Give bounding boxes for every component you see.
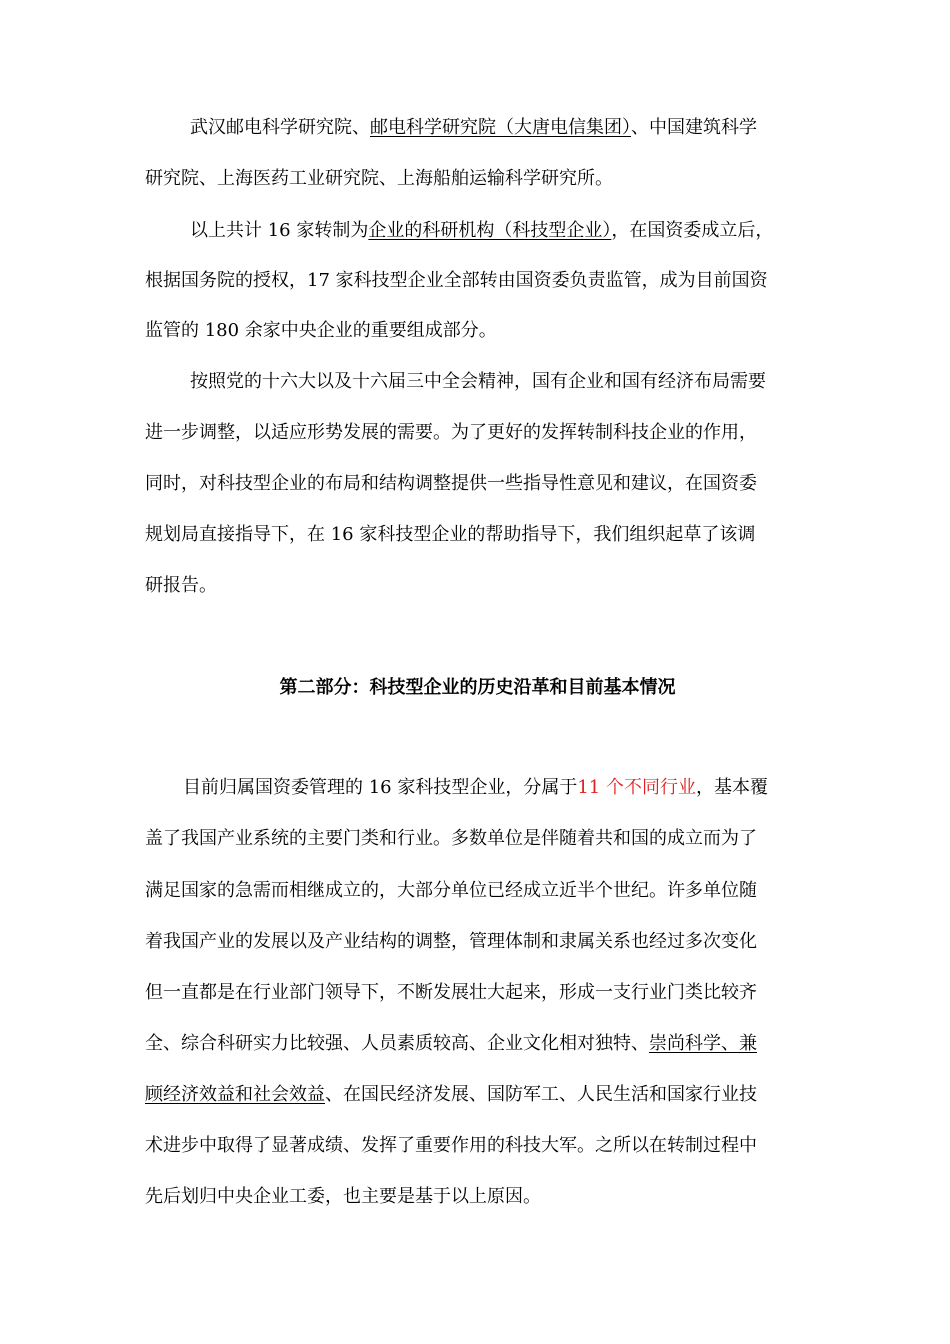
para3-line2: 进一步调整，以适应形势发展的需要。为了更好的发挥转制科技企业的作用， [145, 422, 757, 443]
para2-text: 以上共计 16 家转制为 [190, 220, 369, 241]
para3-line4: 规划局直接指导下，在 16 家科技型企业的帮助指导下，我们组织起草了该调 [145, 524, 756, 545]
para4-underlined-text: 崇尚科学、兼 [649, 1033, 757, 1054]
para1-text: 、中国建筑科学 [631, 117, 757, 138]
para2-text: ，在国资委成立后， [611, 220, 774, 241]
para4-line6 [145, 1029, 810, 1059]
para4-line8: 术进步中取得了显著成绩、发挥了重要作用的科技大军。之所以在转制过程中 [145, 1135, 757, 1156]
para4-line7 [145, 1080, 810, 1110]
para1-underlined-text: 邮电科学研究院（大唐电信集团） [370, 117, 631, 138]
para3-line3: 同时，对科技型企业的布局和结构调整提供一些指导性意见和建议，在国资委 [145, 473, 757, 494]
para4-line2: 盖了我国产业系统的主要门类和行业。多数单位是伴随着共和国的成立而为了 [145, 828, 757, 849]
section-heading: 第二部分：科技型企业的历史沿革和目前基本情况 [279, 677, 676, 698]
para3-line1: 按照党的十六大以及十六届三中全会精神，国有企业和国有经济布局需要 [190, 371, 766, 392]
para4-highlighted-text: 11 个不同行业 [577, 777, 696, 798]
para4-line5: 但一直都是在行业部门领导下，不断发展壮大起来，形成一支行业门类比较齐 [145, 982, 757, 1003]
para4-line4: 着我国产业的发展以及产业结构的调整，管理体制和隶属关系也经过多次变化 [145, 931, 757, 952]
para3-line5: 研报告。 [145, 575, 217, 596]
para2-line2: 根据国务院的授权，17 家科技型企业全部转由国资委负责监管，成为目前国资 [145, 270, 768, 291]
para1-line1 [190, 113, 815, 143]
para2-line3: 监管的 180 余家中央企业的重要组成部分。 [145, 320, 497, 341]
para4-text: 目前归属国资委管理的 16 家科技型企业，分属于 [183, 777, 578, 798]
para4-text: 、在国民经济发展、国防军工、人民生活和国家行业技 [325, 1084, 757, 1105]
para4-line3: 满足国家的急需而相继成立的，大部分单位已经成立近半个世纪。许多单位随 [145, 880, 757, 901]
para2-line1 [190, 216, 815, 246]
para4-line1 [183, 773, 813, 803]
para2-underlined-text: 企业的科研机构（科技型企业） [368, 220, 612, 241]
para4-underlined-text: 顾经济效益和社会效益 [145, 1084, 325, 1105]
para1-text: 武汉邮电科学研究院、 [190, 117, 370, 138]
para4-text: 全、综合科研实力比较强、人员素质较高、企业文化相对独特、 [145, 1033, 649, 1054]
para4-line9: 先后划归中央企业工委，也主要是基于以上原因。 [145, 1186, 541, 1207]
para4-text: ，基本覆 [696, 777, 768, 798]
para1-line2: 研究院、上海医药工业研究院、上海船舶运输科学研究所。 [145, 168, 613, 189]
